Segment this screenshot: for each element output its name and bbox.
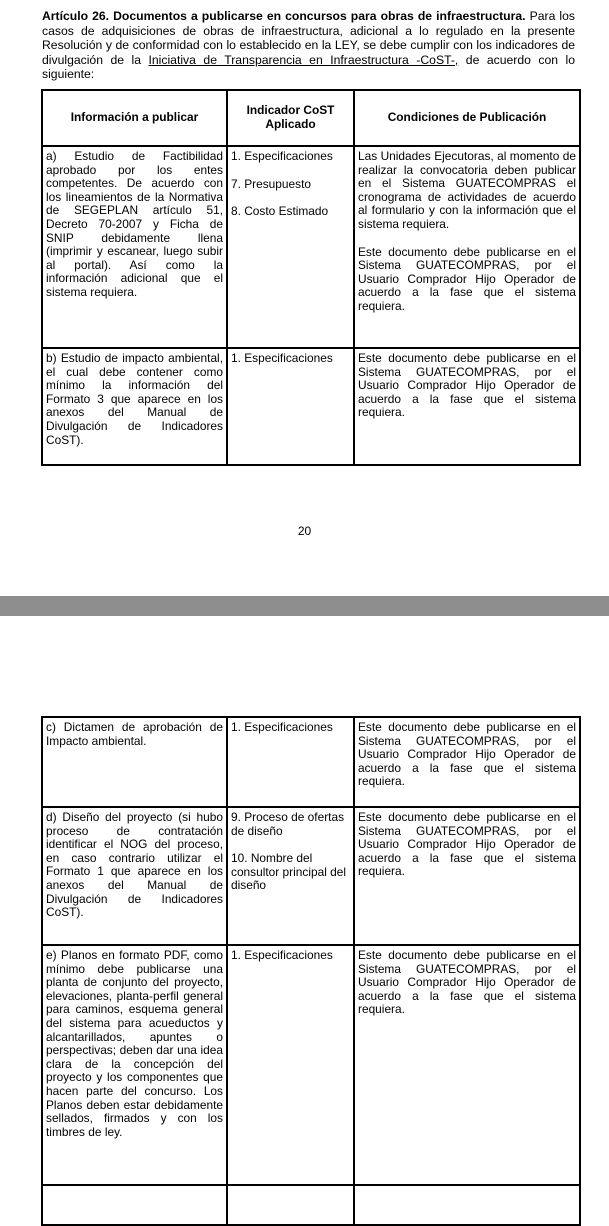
row-d-info: d) Diseño del proyecto (si hubo proceso de contratación identificar el NOG del proceso, en caso contrario utilizar el Formato 1 que aparece en los anexos del Manual de Divulgación de Indicadores CoST). [42, 807, 227, 945]
row-c-indicators [227, 717, 354, 807]
row-d-indicators [227, 807, 354, 945]
condition-paragraph: Este documento debe publicarse en el Sistema GUATECOMPRAS, por el Usuario Comprador Hijo Operador de acuerdo a la fase que el sistema requiera. [358, 720, 576, 789]
table-header-row [42, 90, 580, 146]
header-info: Información a publicar [42, 90, 227, 146]
row-b-info: b) Estudio de impacto ambiental, el cual debe contener como mínimo la información del Formato 3 que aparece en los anexos del Manual de Divulgación de Indicadores CoST). [42, 348, 227, 465]
table-row [42, 717, 580, 807]
document-page-1 [0, 0, 609, 596]
header-conditions: Condiciones de Publicación [354, 90, 580, 146]
indicator-item: 1. Especificaciones [231, 149, 333, 163]
row-a-info: a) Estudio de Factibilidad aprobado por los entes competentes. De acuerdo con los lineamientos de la Normativa de SEGEPLAN artículo 51, Decreto 70-2007 y Ficha de SNIP debidamente llena (imprimir y escanear, luego subir al portal). Así como la información adicional que el sistema requiera. [42, 146, 227, 348]
page-separator [0, 596, 609, 616]
indicator-item: 9. Proceso de ofertas de diseño [231, 810, 345, 838]
row-c-conditions [354, 717, 580, 807]
intro-text-a: Para los casos de adquisiciones de obras de infraestructura, adicional a lo regulado en la presente Resolución y de conformidad con lo establecido en la LEY, se debe cumplir con los indicadores de divulgación de la [42, 9, 575, 67]
row-d-conditions [354, 807, 580, 945]
row-c-info: c) Dictamen de aprobación de Impacto ambiental. [42, 717, 227, 807]
article-heading: Artículo 26. Documentos a publicarse en concursos para obras de infraestructura. [42, 9, 526, 23]
indicator-item: 7. Presupuesto [231, 176, 311, 191]
row-e-conditions [354, 945, 580, 1185]
publication-table-part-2 [41, 716, 581, 1226]
article-intro [42, 9, 575, 82]
table-row [42, 348, 580, 465]
condition-paragraph: Este documento debe publicarse en el Sistema GUATECOMPRAS, por el Usuario Comprador Hijo Operador de acuerdo a la fase que el sistema requiera. [358, 810, 576, 879]
table-row [42, 146, 580, 348]
table-row-continuation [42, 1185, 580, 1225]
page-number: 20 [297, 524, 312, 538]
indicator-item: 1. Especificaciones [231, 351, 333, 365]
condition-paragraph: Este documento debe publicarse en el Sistema GUATECOMPRAS, por el Usuario Comprador Hijo Operador de acuerdo a la fase que el sistema requiera. [358, 244, 576, 313]
row-e-indicators [227, 945, 354, 1185]
row-b-indicators [227, 348, 354, 465]
intro-text-b: de acuerdo con lo siguiente: [42, 52, 576, 82]
row-a-conditions [354, 146, 580, 348]
indicator-item: 10. Nombre del consultor principal del diseño [231, 851, 347, 893]
table-row [42, 945, 580, 1185]
indicator-item: 1. Especificaciones [231, 720, 333, 734]
indicator-item: 8. Costo Estimado [231, 204, 329, 219]
condition-paragraph: Las Unidades Ejecutoras, al momento de realizar la convocatoria deben publicar en el Sistema GUATECOMPRAS el cronograma de actividades de acuerdo al formulario y con la información que el sistema requiera. [358, 149, 576, 231]
condition-paragraph: Este documento debe publicarse en el Sistema GUATECOMPRAS, por el Usuario Comprador Hijo Operador de acuerdo a la fase que el sistema requiera. [358, 351, 576, 420]
publication-table-part-1 [41, 89, 581, 466]
row-b-conditions [354, 348, 580, 465]
document-page-2 [0, 616, 609, 1200]
indicator-item: 1. Especificaciones [231, 948, 333, 962]
condition-paragraph: Este documento debe publicarse en el Sistema GUATECOMPRAS, por el Usuario Comprador Hijo Operador de acuerdo a la fase que el sistema requiera. [358, 948, 576, 1017]
row-e-info: e) Planos en formato PDF, como mínimo debe publicarse una planta de conjunto del proyecto, elevaciones, planta-perfil general para caminos, esquema general del sistema para acueductos y alcantarillados, apuntes o perspectivas; deben dar una idea clara de la concepción del proyecto y los componentes que hacen parte del concurso. Los Planos deben estar debidamente sellados, firmados y con los timbres de ley. [42, 945, 227, 1185]
header-indicator: Indicador CoST Aplicado [227, 90, 354, 146]
cost-initiative-link: Iniciativa de Transparencia en Infraestructura -CoST-, [148, 52, 459, 67]
row-a-indicators [227, 146, 354, 348]
table-row [42, 807, 580, 945]
